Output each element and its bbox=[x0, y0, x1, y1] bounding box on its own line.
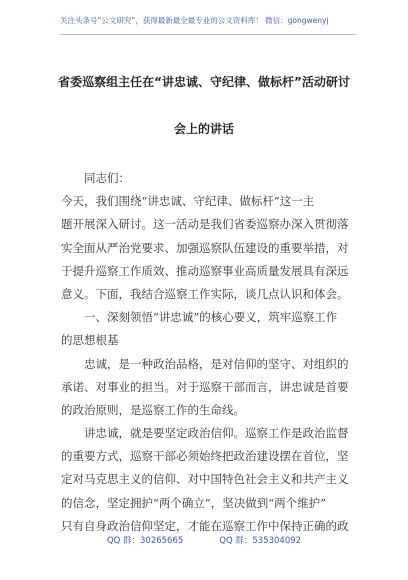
paragraph-line: 忠诚，是一种政治品格，是对信仰的坚守、对组织的 bbox=[84, 356, 349, 371]
paragraph-line: 定对马克思主义的信仰、对中国特色社会主义和共产主义 bbox=[61, 472, 349, 487]
document-body bbox=[61, 167, 361, 538]
paragraph-line: 的信念，坚定拥护“两个确立”，坚决做到“两个维护” bbox=[61, 495, 327, 510]
paragraph-line: 讲忠诚，就是要坚定政治信仰。巡察工作是政治监督 bbox=[84, 426, 349, 441]
paragraph-line: 的重要方式，巡察干部必须始终把政治建设摆在首位，坚 bbox=[61, 449, 349, 464]
section-heading-line: 的思想根基 bbox=[61, 333, 119, 348]
footer-qq-group-2: QQ 群：535304092 bbox=[219, 536, 302, 546]
footer-contact bbox=[0, 534, 408, 546]
paragraph-line: 今天，我们围绕“讲忠诚、守纪律、做标杆”这一主 bbox=[61, 194, 315, 209]
header-divider bbox=[60, 34, 356, 35]
paragraph-line: 意义。下面，我结合巡察工作实际，谈几点认识和体会。 bbox=[61, 286, 349, 301]
section-heading-line: 一、深刻领悟“讲忠诚”的核心要义，筑牢巡察工作 bbox=[84, 310, 338, 325]
footer-qq-group-1: QQ 群：30265665 bbox=[106, 536, 184, 546]
salutation: 同志们： bbox=[84, 171, 130, 185]
paragraph-line: 只有自身政治信仰坚定，才能在巡察工作中保持正确的政 bbox=[61, 518, 349, 533]
document-title-line-1: 省委巡察组主任在“讲忠诚、守纪律、做标杆”活动研讨 bbox=[58, 75, 350, 89]
paragraph-line: 的政治原则，是巡察工作的生命线。 bbox=[61, 402, 245, 417]
paragraph-line: 于提升巡察工作质效、推动巡察事业高质量发展具有深远 bbox=[61, 263, 349, 278]
header-note: 关注头条号“公文研究”，获得最新最全最专业的公文资料库！ 微信：gongwenyj bbox=[60, 16, 329, 25]
paragraph-line: 题开展深入研讨。这一活动是我们省委巡察办深入贯彻落 bbox=[61, 217, 349, 232]
document-title-line-2: 会上的讲话 bbox=[173, 122, 234, 136]
paragraph-line: 实全面从严治党要求、加强巡察队伍建设的重要举措，对 bbox=[61, 240, 349, 255]
paragraph-line: 承诺、对事业的担当。对于巡察干部而言，讲忠诚是首要 bbox=[61, 379, 349, 394]
